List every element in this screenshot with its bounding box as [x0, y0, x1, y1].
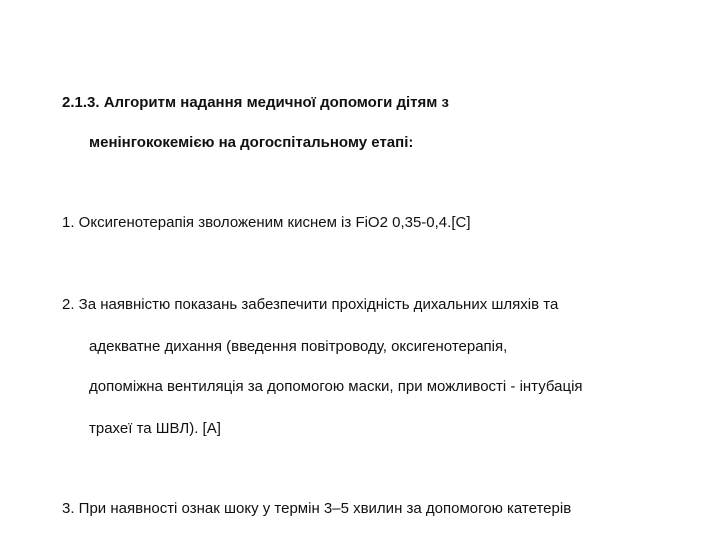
list-item-2-line-2: адекватне дихання (введення повітроводу, оксигенотерапія, [89, 338, 508, 355]
list-item-2-line-3: допоміжна вентиляція за допомогою маски, при можливості - інтубація [89, 378, 583, 395]
section-heading-line-1: 2.1.3. Алгоритм надання медичної допомоги дітям з [62, 94, 449, 111]
list-item-1-line-1: 1. Оксигенотерапія зволоженим киснем із FiO2 0,35-0,4.[C] [62, 214, 471, 231]
list-item-2-line-1: 2. За наявністю показань забезпечити прохідність дихальних шляхів та [62, 296, 559, 313]
list-item-3-line-1: 3. При наявності ознак шоку у термін 3–5 хвилин за допомогою катетерів [62, 500, 572, 517]
section-heading-line-2: менінгококемією на догоспітальному етапі: [89, 134, 414, 151]
list-item-2-line-4: трахеї та ШВЛ). [A] [89, 420, 221, 437]
